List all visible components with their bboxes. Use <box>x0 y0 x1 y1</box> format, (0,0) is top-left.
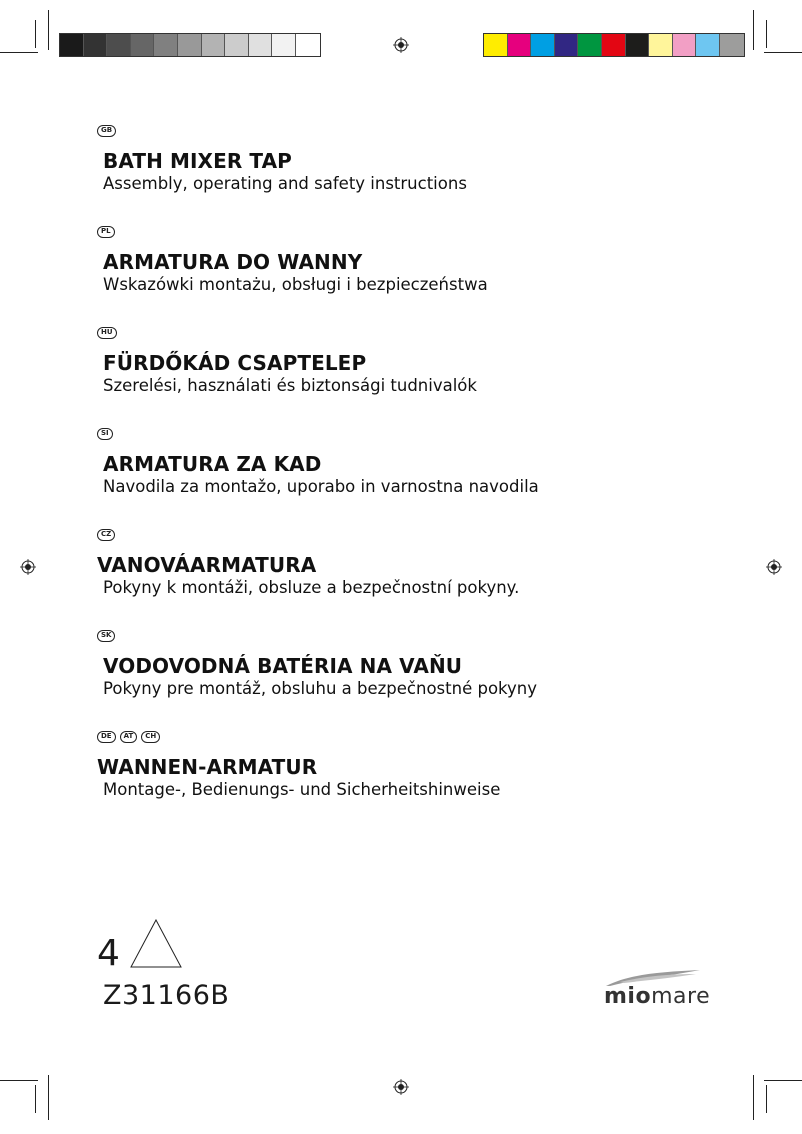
crop-mark <box>48 10 49 50</box>
brand-logo <box>600 966 711 1012</box>
product-subtitle: Montage-, Bedienungs- und Sicherheitshinweise <box>103 780 501 799</box>
brand-mio: mio <box>604 984 652 1009</box>
crop-mark <box>0 52 38 53</box>
color-swatch <box>178 34 202 56</box>
registration-mark-icon <box>393 37 409 53</box>
country-code-badge: CZ <box>97 529 115 541</box>
color-swatch <box>107 34 131 56</box>
color-swatch <box>249 34 273 56</box>
product-title: FÜRDŐKÁD CSAPTELEP <box>103 351 367 375</box>
crop-mark <box>753 1075 754 1120</box>
color-swatch <box>626 34 650 56</box>
product-title: ARMATURA ZA KAD <box>103 452 322 476</box>
color-swatch <box>673 34 697 56</box>
registration-mark-icon <box>766 559 782 575</box>
triangle-outline-icon <box>129 918 183 970</box>
crop-mark <box>766 20 767 48</box>
color-swatch <box>696 34 720 56</box>
country-code-badge: AT <box>120 731 138 743</box>
crop-mark <box>766 1085 767 1113</box>
brand-wordmark <box>604 984 710 1009</box>
registration-mark-icon <box>20 559 36 575</box>
brand-mare: mare <box>651 984 711 1009</box>
color-swatch <box>131 34 155 56</box>
crop-mark <box>764 1080 802 1081</box>
product-subtitle: Pokyny pre montáž, obsluhu a bezpečnostné pokyny <box>103 679 538 698</box>
language-section <box>97 630 537 698</box>
color-swatch <box>484 34 508 56</box>
registration-mark-icon <box>393 1079 409 1095</box>
country-code-badge: GB <box>97 125 116 137</box>
process-color-bar <box>483 33 745 57</box>
language-section <box>97 428 539 496</box>
page-number: 4 <box>97 933 120 974</box>
color-swatch <box>649 34 673 56</box>
crop-mark <box>0 1080 38 1081</box>
language-section <box>97 529 519 597</box>
language-section <box>97 327 477 395</box>
color-swatch <box>578 34 602 56</box>
product-subtitle: Wskazówki montażu, obsługi i bezpieczeństwa <box>103 275 488 294</box>
color-swatch <box>296 34 320 56</box>
color-swatch <box>720 34 744 56</box>
color-swatch <box>225 34 249 56</box>
crop-mark <box>48 1075 49 1120</box>
product-subtitle: Navodila za montažo, uporabo in varnostna navodila <box>103 477 539 496</box>
color-swatch <box>272 34 296 56</box>
crop-mark <box>35 1085 36 1113</box>
grayscale-color-bar <box>59 33 321 57</box>
country-code-badge: DE <box>97 731 116 743</box>
crop-mark <box>753 10 754 50</box>
country-code-badge: CH <box>141 731 160 743</box>
country-code-badge: SI <box>97 428 113 440</box>
product-title: BATH MIXER TAP <box>103 149 292 173</box>
color-swatch <box>508 34 532 56</box>
color-swatch <box>202 34 226 56</box>
language-section <box>97 226 488 294</box>
product-subtitle: Szerelési, használati és biztonsági tudnivalók <box>103 376 477 395</box>
language-section <box>97 731 500 799</box>
country-code-badge: HU <box>97 327 117 339</box>
color-swatch <box>531 34 555 56</box>
product-title: WANNEN-ARMATUR <box>97 755 318 779</box>
color-swatch <box>84 34 108 56</box>
crop-mark <box>35 20 36 48</box>
language-section <box>97 125 467 193</box>
product-subtitle: Assembly, operating and safety instructions <box>103 174 467 193</box>
country-code-badge: PL <box>97 226 115 238</box>
color-swatch <box>154 34 178 56</box>
product-title: ARMATURA DO WANNY <box>103 250 363 274</box>
color-swatch <box>555 34 579 56</box>
color-swatch <box>60 34 84 56</box>
country-code-badge: SK <box>97 630 115 642</box>
model-number: Z31166B <box>103 980 230 1011</box>
product-title: VANOVÁARMATURA <box>97 553 317 577</box>
crop-mark <box>764 52 802 53</box>
color-swatch <box>602 34 626 56</box>
product-subtitle: Pokyny k montáži, obsluze a bezpečnostní pokyny. <box>103 578 520 597</box>
product-title: VODOVODNÁ BATÉRIA NA VAŇU <box>103 654 463 678</box>
